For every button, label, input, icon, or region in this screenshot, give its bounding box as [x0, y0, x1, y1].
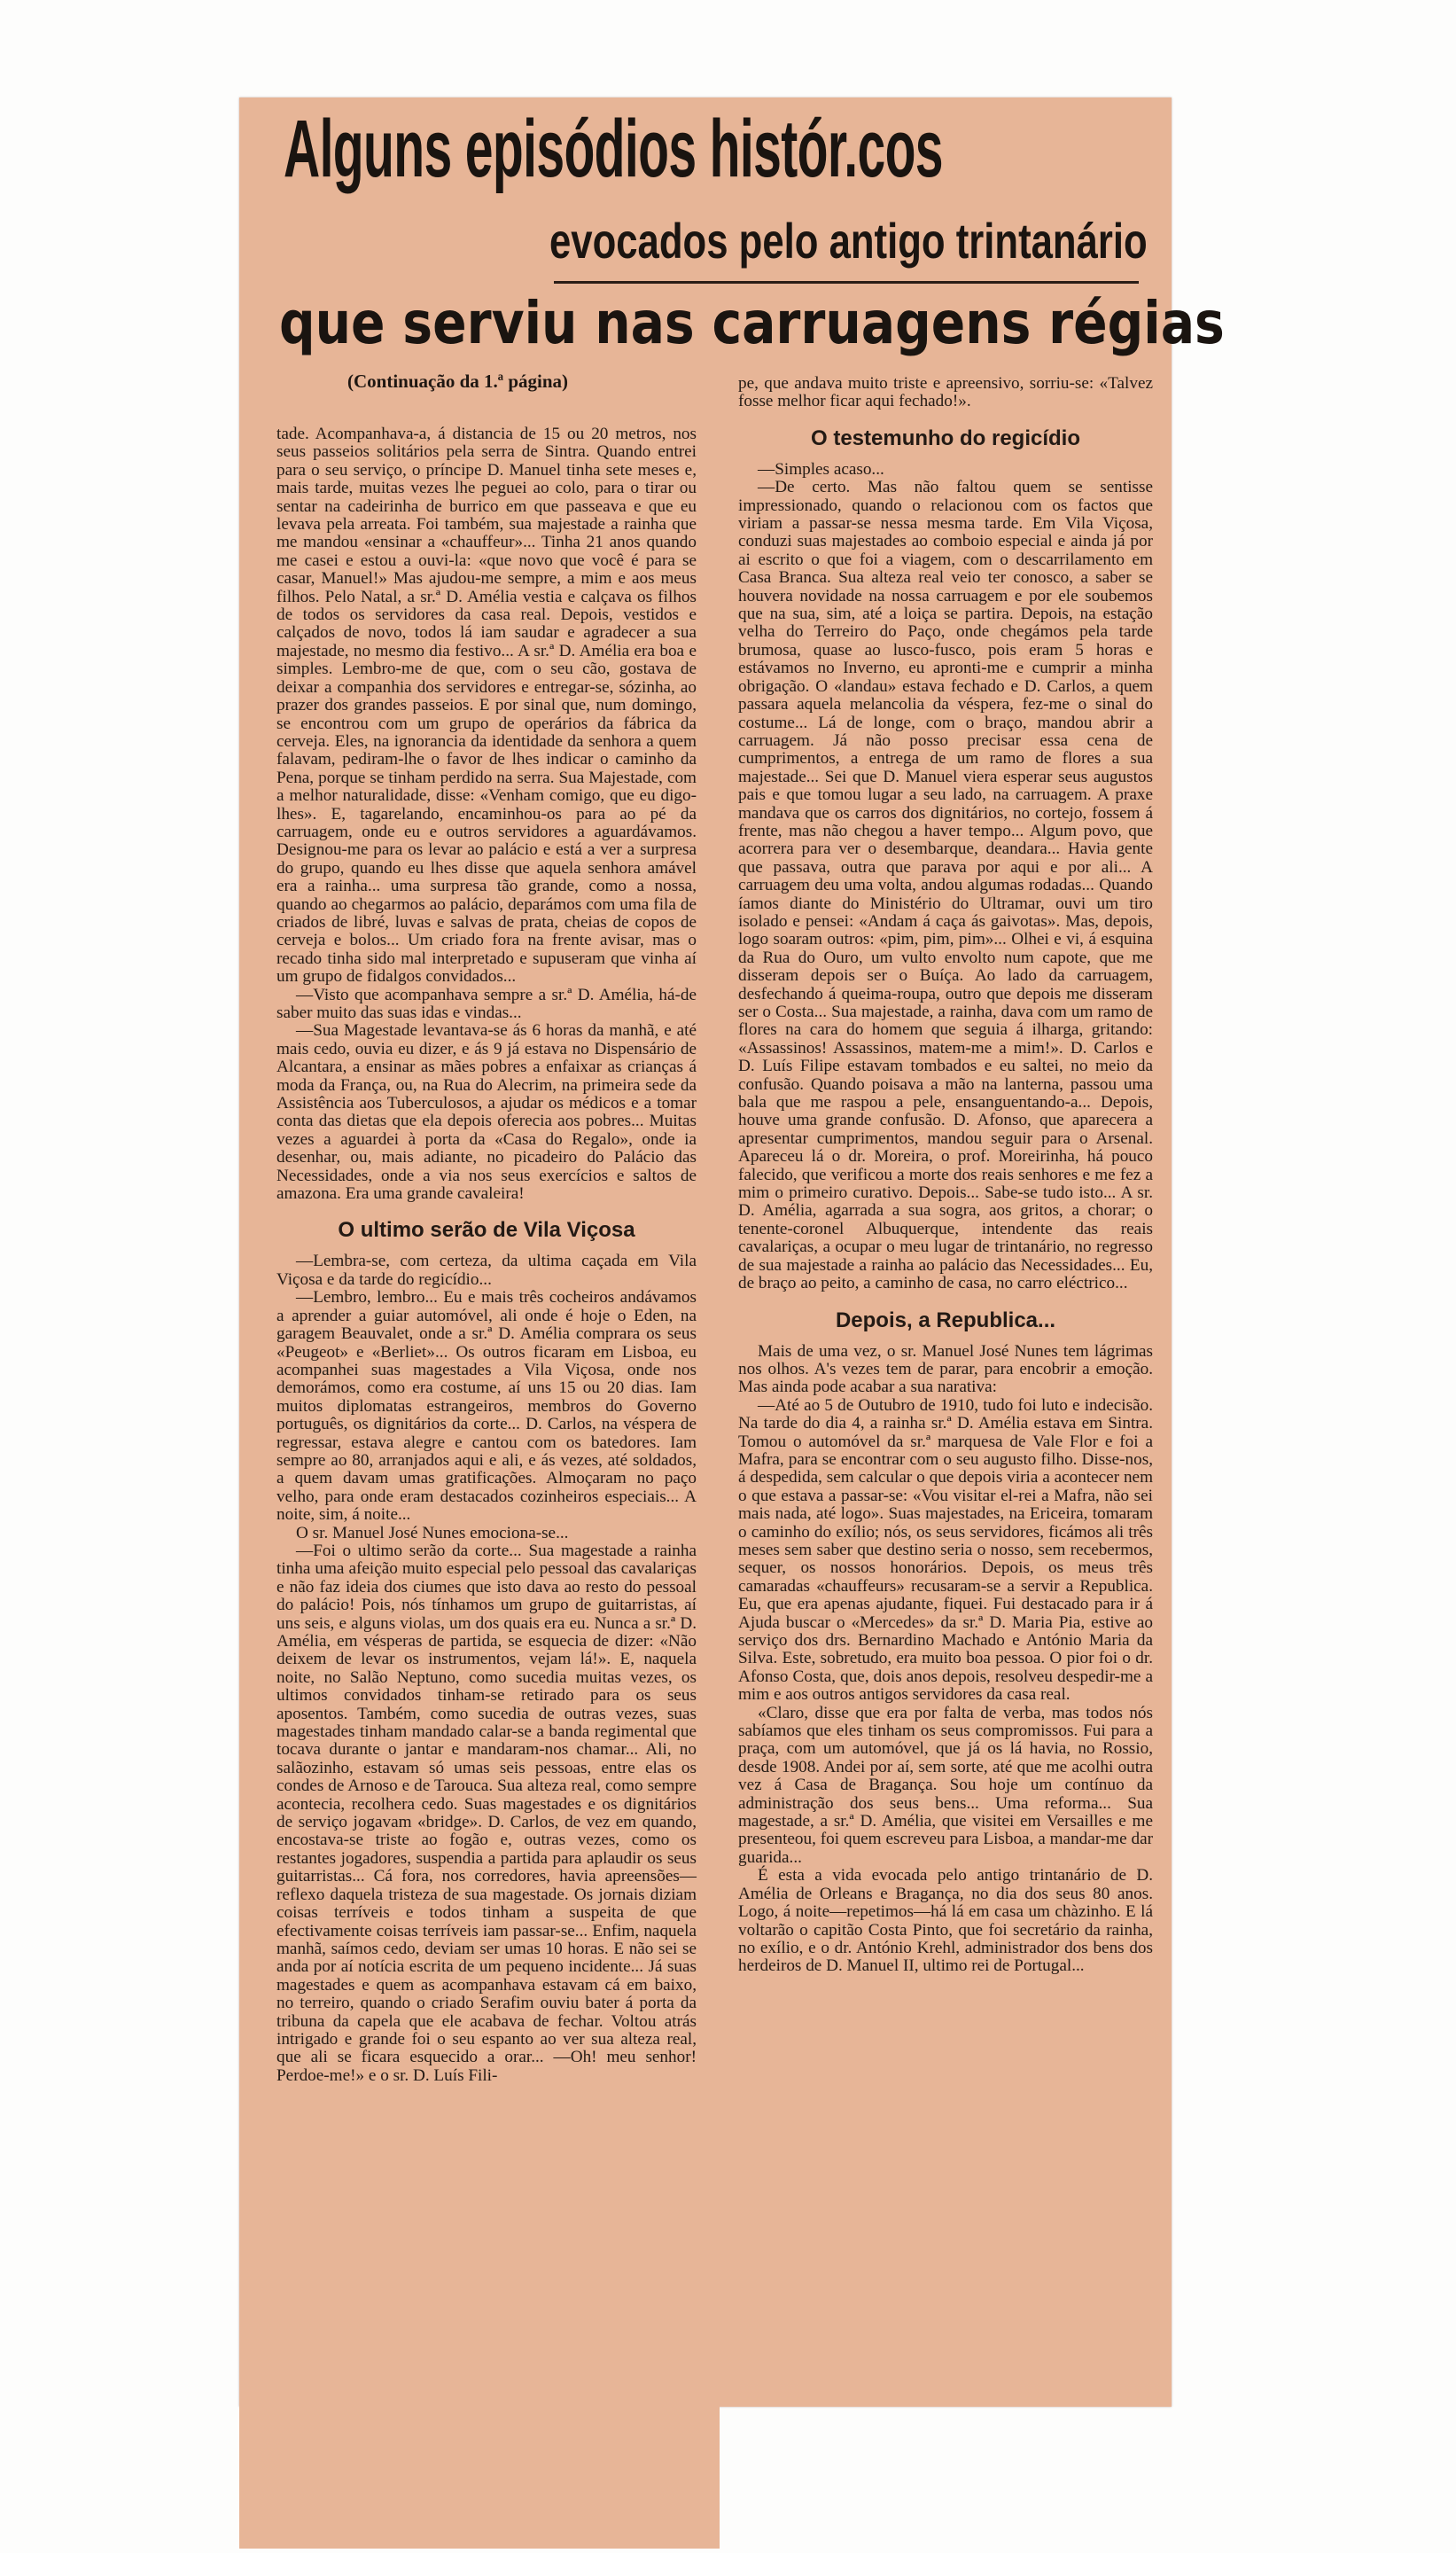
- headline-line-3: que serviu nas carruagens régias: [279, 289, 1225, 357]
- paragraph: —De certo. Mas não faltou quem se sentisse impressionado, quando o relacionou com os factos que viriam a passar-se nessa mesma tarde. Em Vila Viçosa, conduzi suas majestades ao comboio especial e ainda já por ai escrito o que foi a viagem, com o descarrilamento em Casa Branca. Sua alteza real veio ter conosco, a saber se houvera novidade na nossa carruagem e por ele soubemos que na sua, sim, até a loiça se partira. Depois, na estação velha do Terreiro do Paço, onde chegámos pela tarde brumosa, quase ao lusco-fusco, pois eram 5 horas e estávamos no Inverno, eu apronti-me e cumprir a minha obrigação. O «landau» estava fechado e D. Carlos, a quem passara aquela melancolia da véspera, fez-me o sinal do costume... Lá de longe, com o braço, mandou abrir a carruagem. Já não posso precisar essa cena de cumprimentos, a entrega de um ramo de flores a sua majestade... Sei que D. Manuel viera esperar seus augustos pais e que tomou lugar a seu lado, na carruagem. A praxe mandava que os carros dos dignitários, no cortejo, fossem á frente, mas não chegou a haver tempo... Algum povo, que acorrera para ver o desembarque, deandara... Havia gente que passava, outra que parava por aqui e por ali... A carruagem deu uma volta, andou algumas rodadas... Quando íamos diante do Ministério do Ultramar, ouvi um tiro isolado e pensei: «Andam á caça ás gaivotas». Mas, depois, logo soaram outros: «pim, pim, pim»... Olhei e vi, á esquina da Rua do Ouro, um vulto envolto num capote, que me disseram depois ser o Buíça. Ao lado da carruagem, desfechando á queima-roupa, outro que depois me disseram ser o Costa... Sua majestade, a rainha, dava com um ramo de flores na cara do homem que seguia á ilharga, gritando: «Assassinos! Assassinos, matem-me a mim!». D. Carlos e D. Luís Filipe estavam tombados e eu saltei, no meio da confusão. Quando poisava a mão na lanterna, passou uma bala que me raspou a pele, ensanguentando-a... Depois, houve uma grande confusão. D. Afonso, que aparecera a apresentar cumprimentos, mandou seguir para o Arsenal. Apareceu lá o dr. Moreira, o prof. Moreirinha, há pouco falecido, que verificou a morte dos reais senhores e me fez a mim o primeiro curativo. Depois... Sabe-se tudo isto... A sr. D. Amélia, agarrada a sua sogra, aos gritos, a chorar; o tenente-coronel Albuquerque, intendente das reais cavalariças, a ocupar o meu lugar de trintanário, no regresso de sua majestade a rainha ao palácio das Necessidades... Eu, de braço ao peito, a caminho de casa, no carro eléctrico...: [738, 478, 1153, 1293]
- paragraph: —Foi o ultimo serão da corte... Sua magestade a rainha tinha uma afeição muito especial pelo pessoal das cavalariças e não faz ideia dos ciumes que isto dava ao resto do pessoal do palácio! Pois, nós tínhamos um grupo de guitarristas, aí uns seis, e alguns violas, um dos quais era eu. Nunca a sr.ª D. Amélia, em vésperas de partida, se esquecia de dizer: «Não deixem de levar os instrumentos, vejam lá!». E, naquela noite, no Salão Neptuno, como sucedia muitas vezes, os ultimos convidados tinham-se retirado para os seus aposentos. Também, como sucedia de outras vezes, suas magestades tinham mandado calar-se a banda regimental que tocava durante o jantar e mandaram-nos chamar... Ali, no salãozinho, estavam só umas seis pessoas, entre elas os condes de Arnoso e de Tarouca. Sua alteza real, como sempre acontecia, recolhera cedo. Suas magestades e os dignitários de serviço jogavam «bridge». D. Carlos, de vez em quando, encostava-se triste ao fogão e, outras vezes, como os restantes jogadores, suspendia a partida para aplaudir os seus guitarristas... Cá fora, nos corredores, havia apreensões—reflexo daquela tristeza de sua magestade. Os jornais diziam coisas terríveis e todos tinham a suspeita de que efectivamente coisas terríveis iam passar-se... Enfim, naquela manhã, saímos cedo, deviam ser umas 10 horas. E não sei se anda por aí notícia escrita de um pequeno incidente... Já suas magestades e quem as acompanhava estavam cá em baixo, no terreiro, quando o criado Serafim ouviu bater á porta da tribuna da capela que ele acabava de fechar. Voltou atrás intrigado e grande foi o seu espanto ao ver sua alteza real, que ali se ficara esquecido a orar... —Oh! meu senhor! Perdoe-me!» e o sr. D. Luís Fili-: [276, 1541, 697, 2085]
- left-column: [276, 426, 697, 2085]
- newspaper-clipping-tail: [239, 2407, 720, 2549]
- paragraph: —Visto que acompanhava sempre a sr.ª D. Amélia, há-de saber muito das suas idas e vindas...: [276, 985, 697, 1022]
- paragraph: —Lembra-se, com certeza, da ultima caçada em Vila Viçosa e da tarde do regicídio...: [276, 1252, 697, 1289]
- subheading-vila-vicosa: O ultimo serão de Vila Viçosa: [338, 1218, 635, 1243]
- paragraph: —Sua Magestade levantava-se ás 6 horas da manhã, e até mais cedo, ouvia eu dizer, e ás 9 já estava no Dispensário de Alcantara, a ensinar as mães pobres a enfaixar as crianças á moda da França, ou, na Rua do Alecrim, na primeira sede da Assistência aos Tuberculosos, a ajudar os médicos e a tomar conta das dietas que ela depois oferecia aos pobres... Muitas vezes a aguardei à porta da «Casa do Regalo», onde ia desenhar, ou, mais adiante, no picadeiro do Palácio das Necessidades, onde a via nos seus exercícios e saltos de amazona. Era uma grande cavaleira!: [276, 1021, 697, 1204]
- headline-line-1: Alguns episódios histór.cos: [284, 104, 943, 194]
- headline-line-2: evocados pelo antigo trintanário: [549, 213, 1148, 269]
- paragraph: tade. Acompanhava-a, á distancia de 15 ou 20 metros, nos seus passeios solitários pela serra de Sintra. Quando entrei para o seu serviço, o príncipe D. Manuel tinha sete meses e, mais tarde, muitas vezes lhe peguei ao colo, para o tirar ou sentar na cadeirinha de burrico em que passeava e que eu levava pela arreata. Foi também, sua majestade a rainha que me mandou «ensinar a «chauffeur»... Tinha 21 anos quando me casei e estou a ouvi-la: «que novo que você é para se casar, Manuel!» Mas ajudou-me sempre, a mim e aos meus filhos. Pelo Natal, a sr.ª D. Amélia vestia e calçava os filhos de todos os servidores da casa real. Depois, vestidos e calçados de novo, todos lá iam saudar e agradecer a sua majestade, no mesmo dia festivo... A sr.ª D. Amélia era boa e simples. Lembro-me de que, com o seu cão, gostava de deixar a companhia dos servidores e entregar-se, sózinha, ao prazer dos grandes passeios. E por sinal que, num domingo, se encontrou com um grupo de operários da fábrica da cerveja. Eles, na ignorancia da identidade da senhora a quem falavam, pediram-lhe o favor de lhes indicar o caminho da Pena, porque se tinham perdido na serra. Sua Majestade, com a melhor naturalidade, disse: «Venham comigo, que eu digo-lhes». E, tagarelando, encaminhou-os para ao pé da carruagem, onde eu e outros servidores a aguardávamos. Designou-me para os levar ao palácio e está a ver a surpresa do grupo, quando eu lhes disse que aquela senhora amável era a rainha... uma surpresa tão grande, como a nossa, quando ao chegarmos ao palácio, deparámos com uma fila de criados de libré, luvas e salvas de prata, cheias de copos de cerveja e bolos... Um criado fora na frente avisar, mas o recado tinha sido mal interpretado e supuseram que vinha aí um grupo de fidalgos convidados...: [276, 425, 697, 987]
- paragraph: —Até ao 5 de Outubro de 1910, tudo foi luto e indecisão. Na tarde do dia 4, a rainha sr.ª D. Amélia estava em Sintra. Tomou o automóvel da sr.ª marquesa de Vale Flor e foi a Mafra, para se encontrar com o seu augusto filho. Disse-nos, á despedida, sem calcular o que depois viria a acontecer nem o que estava a passar-se: «Vou visitar el-rei a Mafra, não sei mais nada, até logo». Suas majestades, na Ericeira, tomaram o caminho do exílio; nós, os seus servidores, ficámos ali três meses sem saber que destino seria o nosso, sem recebermos, sequer, os nossos honorários. Depois, os meus três camaradas «chauffeurs» recusaram-se a servir a Republica. Eu, que era apenas ajudante, fiquei. Fui destacado para ir á Ajuda buscar o «Mercedes» da sr.ª D. Maria Pia, estive ao serviço dos drs. Bernardino Machado e António Maria da Silva. Este, sobretudo, era muito boa pessoa. O pior foi o dr. Afonso Costa, que, dois anos depois, resolveu despedir-me a mim e aos outros antigos servidores da casa real.: [738, 1395, 1153, 1705]
- paragraph: pe, que andava muito triste e apreensivo, sorriu-se: «Talvez fosse melhor ficar aqui fechado!».: [738, 374, 1153, 411]
- paragraph: O sr. Manuel José Nunes emociona-se...: [296, 1523, 569, 1542]
- paragraph: —Lembro, lembro... Eu e mais três cocheiros andávamos a aprender a guiar automóvel, ali onde é hoje o Eden, na garagem Beauvalet, onde a sr.ª D. Amélia comprara os seus «Peugeot» e «Berliet»... Os outros ficaram em Lisboa, eu acompanhei suas magestades a Vila Viçosa, onde nos demorámos, como era costume, aí uns 15 ou 20 dias. Iam muitos diplomatas estrangeiros, membros do Governo português, os dignitários da corte... D. Carlos, na véspera de regressar, estava alegre e cantou com os batedores. Iam sempre ao 80, arranjados aqui e ali, e ás vezes, até soldados, a quem davam umas gratificações. Almoçaram no paço velho, para onde eram destacados cozinheiros especiais... A noite, sim, á noite...: [276, 1288, 697, 1525]
- paragraph: Mais de uma vez, o sr. Manuel José Nunes tem lágrimas nos olhos. A's vezes tem de parar, para encobrir a emoção. Mas ainda pode acabar a sua narativa:: [738, 1341, 1153, 1397]
- right-column-top: [738, 375, 1153, 1976]
- subheading-regicidio: O testemunho do regicídio: [810, 426, 1081, 450]
- subheading-republica: Depois, a Republica...: [835, 1308, 1056, 1332]
- paragraph: —Simples acaso...: [758, 459, 884, 479]
- headline-rule: [554, 281, 1139, 284]
- continuation-note: (Continuação da 1.ª página): [347, 371, 569, 392]
- paragraph: É esta a vida evocada pelo antigo trintanário de D. Amélia de Orleans e Bragança, no dia dos seus 80 anos. Logo, á noite—repetimos—há lá em casa um chàzinho. E lá voltarão o capitão Costa Pinto, que foi secretário da rainha, no exílio, e o dr. António Krehl, administrador dos bens dos herdeiros de D. Manuel II, ultimo rei de Portugal...: [738, 1866, 1153, 1976]
- paragraph: «Claro, disse que era por falta de verba, mas todos nós sabíamos que eles tinham os seus compromissos. Fui para a praça, com um automóvel, que já os lá havia, no Rossio, desde 1908. Andei por aí, sem sorte, até que me acolhi outra vez á Casa de Bragança. Sou hoje um contínuo da administração dos seus bens... Uma reforma... Sua magestade, a sr.ª D. Amélia, que visitei em Versailles e me presenteou, foi quem escreveu para Lisboa, a mandar-me dar guarida...: [738, 1703, 1153, 1867]
